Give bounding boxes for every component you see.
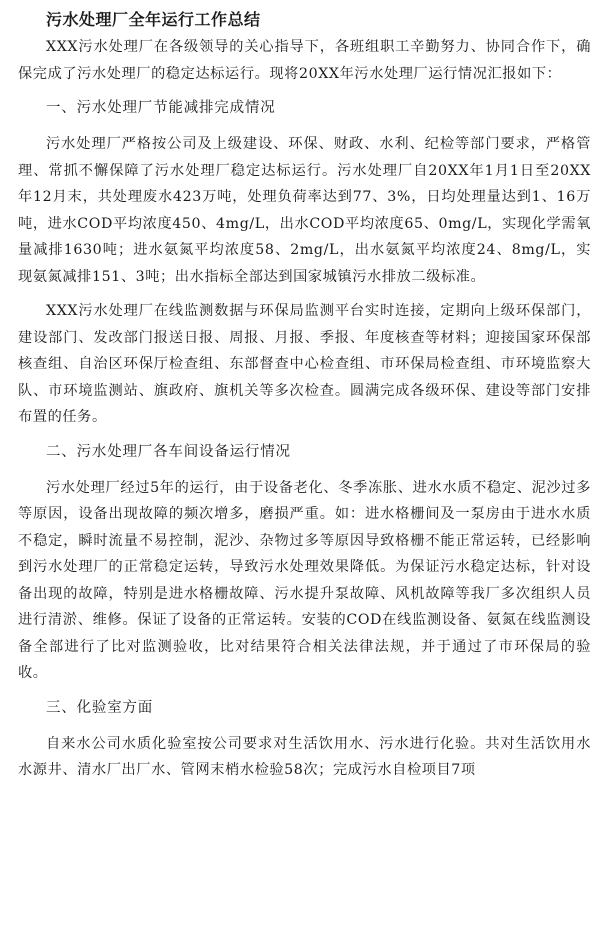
- intro-paragraph: XXX污水处理厂在各级领导的关心指导下，各班组职工辛勤努力、协同合作下，确保完成了污水处理厂的稳定达标运行。现将20XX年污水处理厂运行情况汇报如下：: [18, 39, 591, 82]
- section-1-heading: 一、污水处理厂节能减排完成情况: [46, 100, 276, 116]
- document-title: 污水处理厂全年运行工作总结: [46, 10, 261, 29]
- section-1-paragraph-2: XXX污水处理厂在线监测数据与环保局监测平台实时连接，定期向上级环保部门，建设部门、发改部门报送日报、周报、月报、季报、年度核查等材料；迎接国家环保部核查组、自治区环保厅检查组、东部督查中心检查组、市环保局检查组、市环境监察大队、市环境监测站、旗政府、旗机关等多次检查。圆满完成各级环保、建设等部门安排布置的任务。: [18, 303, 591, 425]
- section-2-paragraph-1: 污水处理厂经过5年的运行，由于设备老化、冬季冻胀、进水水质不稳定、泥沙过多等原因，设备出现故障的频次增多，磨损严重。如：进水格栅间及一泵房由于进水水质不稳定，瞬时流量不易控制，泥沙、杂物过多等原因导致格栅不能正常运转，已经影响到污水处理厂的正常稳定运转，导致污水处理效果降低。为保证污水稳定达标，针对设备出现的故障，特别是进水格栅故障、污水提升泵故障、风机故障等我厂多次组织人员进行清淤、维修。保证了设备的正常运转。安装的COD在线监测设备、氨氮在线监测设备全部进行了比对监测验收，比对结果符合相关法律法规，并于通过了市环保局的验收。: [18, 479, 591, 681]
- section-2-heading: 二、污水处理厂各车间设备运行情况: [46, 443, 291, 460]
- section-3-heading: 三、化验室方面: [46, 699, 154, 716]
- section-1-paragraph-1: 污水处理厂严格按公司及上级建设、环保、财政、水利、纪检等部门要求，严格管理、常抓不懈保障了污水处理厂稳定达标运行。污水处理厂自20XX年1月1日至20XX年12月末，共处理废水423万吨，处理负荷率达到77、3%，日均处理量达到1、16万吨，进水COD平均浓度450、4mg/L，出水COD平均浓度65、0mg/L，实现化学需氧量减排1630吨；进水氨氮平均浓度58、2mg/L，出水氨氮平均浓度24、8mg/L，实现氨氮减排151、3吨；出水指标全部达到国家城镇污水排放二级标准。: [18, 136, 591, 285]
- section-3-paragraph-1: 自来水公司水质化验室按公司要求对生活饮用水、污水进行化验。共对生活饮用水水源井、清水厂出厂水、管网末梢水检验58次；完成污水自检项目7项: [18, 735, 591, 778]
